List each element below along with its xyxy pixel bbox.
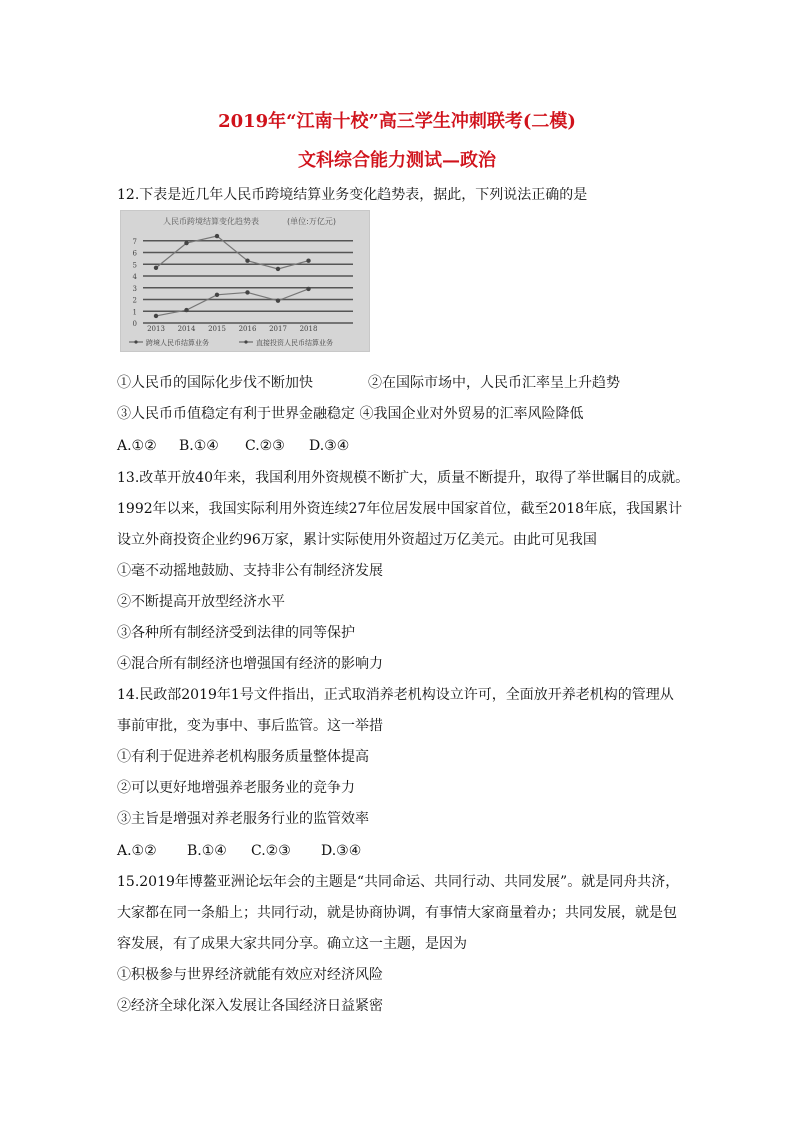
x-tick-label: 2017 [269, 325, 287, 333]
q12-choice-a[interactable]: A.①② [117, 438, 157, 454]
data-point-s1-2016 [245, 259, 249, 263]
chart-svg [121, 211, 369, 351]
q12-item-2: ②在国际市场中，人民币汇率呈上升趋势 [368, 375, 620, 391]
q14-choices [117, 841, 361, 861]
y-tick-label: 0 [132, 320, 137, 328]
chart-unit: (单位:万亿元) [287, 217, 336, 226]
data-point-s1-2015 [215, 234, 219, 238]
q12-choice-d[interactable]: D.③④ [309, 438, 350, 454]
q14-choice-a[interactable]: A.①② [117, 843, 157, 859]
x-tick-label: 2013 [147, 325, 165, 333]
q15-stem-line-3: 容发展，有了成果大家共同分享。确立这一主题，是因为 [117, 936, 467, 952]
q12-item-4: ④我国企业对外贸易的汇率风险降低 [359, 406, 584, 422]
y-tick-label: 2 [132, 296, 137, 305]
q12-stem: 12.下表是近几年人民币跨境结算业务变化趋势表，据此，下列说法正确的是 [117, 187, 588, 203]
data-point-s1-2018 [306, 259, 310, 263]
legend-marker-1 [134, 340, 137, 343]
legend-label-1: 跨境人民币结算业务 [146, 339, 209, 347]
q14-item-1: ①有利于促进养老机构服务质量整体提高 [117, 749, 369, 765]
data-point-s2-2016 [245, 290, 249, 294]
page-subtitle: 文科综合能力测试—政治 [298, 150, 496, 171]
q12-item-1: ①人民币的国际化步伐不断加快 [117, 375, 313, 391]
q13-stem-line-2: 1992年以来，我国实际利用外资连续27年位居发展中国家首位，截至2018年底，我国累计 [117, 501, 683, 517]
legend-label-2: 直接投资人民币结算业务 [256, 339, 333, 347]
q14-item-3: ③主旨是增强对养老服务行业的监管效率 [117, 811, 369, 827]
data-point-s2-2017 [276, 298, 280, 302]
q13-item-2: ②不断提高开放型经济水平 [117, 594, 285, 610]
q13-item-3: ③各种所有制经济受到法律的同等保护 [117, 625, 355, 641]
q13-stem-line-1: 13.改革开放40年来，我国利用外资规模不断扩大，质量不断提升，取得了举世瞩目的成就。 [117, 470, 690, 486]
q12-items-3-4 [117, 404, 583, 424]
y-tick-label: 7 [132, 237, 137, 246]
y-tick-label: 3 [132, 284, 137, 293]
q15-stem-line-2: 大家都在同一条船上；共同行动，就是协商协调，有事情大家商量着办；共同发展，就是包 [117, 905, 677, 921]
data-point-s2-2018 [306, 287, 310, 291]
q12-choices [117, 436, 349, 456]
q14-choice-c[interactable]: C.②③ [251, 843, 291, 859]
q14-stem-line-2: 事前审批，变为事中、事后监管。这一举措 [117, 718, 383, 734]
data-point-s2-2013 [154, 314, 158, 318]
y-tick-label: 1 [132, 308, 137, 317]
q15-item-1: ①积极参与世界经济就能有效应对经济风险 [117, 967, 383, 983]
data-point-s1-2014 [184, 241, 188, 245]
q15-stem-line-1: 15.2019年博鳌亚洲论坛年会的主题是“共同命运、共同行动、共同发展”。就是同舟共济， [117, 874, 680, 890]
q12-choice-b[interactable]: B.①④ [179, 438, 219, 454]
x-tick-label: 2015 [208, 325, 226, 333]
q12-item-3: ③人民币币值稳定有利于世界金融稳定 [117, 406, 355, 422]
q14-item-2: ②可以更好地增强养老服务业的竞争力 [117, 780, 355, 796]
chart-title: 人民币跨境结算变化趋势表 [163, 217, 259, 226]
q15-item-2: ②经济全球化深入发展让各国经济日益紧密 [117, 998, 383, 1014]
data-point-s1-2013 [154, 266, 158, 270]
x-tick-label: 2016 [238, 325, 257, 333]
q14-choice-b[interactable]: B.①④ [187, 843, 227, 859]
page-title: 2019年“江南十校”高三学生冲刺联考(二模) [218, 111, 576, 132]
q13-item-4: ④混合所有制经济也增强国有经济的影响力 [117, 656, 383, 672]
data-point-s1-2017 [276, 267, 280, 271]
q14-choice-d[interactable]: D.③④ [321, 843, 362, 859]
q13-stem-line-3: 设立外商投资企业约96万家，累计实际使用外资超过万亿美元。由此可见我国 [117, 532, 597, 548]
x-tick-label: 2014 [177, 325, 196, 333]
rmb-settlement-chart [120, 210, 370, 352]
y-tick-label: 4 [132, 273, 137, 281]
q12-choice-c[interactable]: C.②③ [245, 438, 285, 454]
x-tick-label: 2018 [299, 325, 318, 333]
y-tick-label: 5 [132, 261, 137, 270]
y-tick-label: 6 [132, 249, 137, 258]
q14-stem-line-1: 14.民政部2019年1号文件指出，正式取消养老机构设立许可，全面放开养老机构的管理从 [117, 687, 674, 703]
data-point-s2-2015 [215, 293, 219, 297]
legend-marker-2 [244, 340, 247, 343]
data-point-s2-2014 [184, 308, 188, 312]
q13-item-1: ①毫不动摇地鼓励、支持非公有制经济发展 [117, 563, 383, 579]
